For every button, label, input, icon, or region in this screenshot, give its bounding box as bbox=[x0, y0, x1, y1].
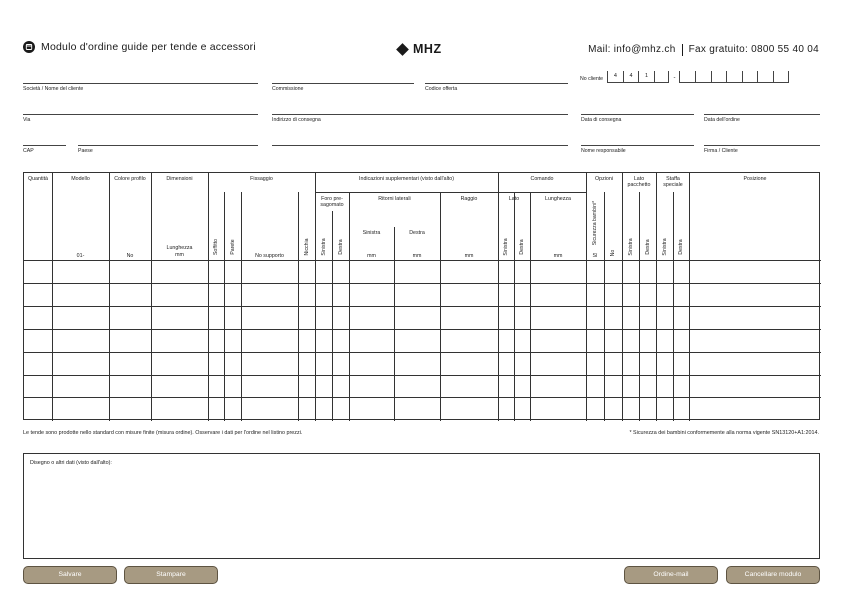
colore-no: No bbox=[126, 253, 134, 259]
delivery-address-field-2[interactable] bbox=[272, 145, 568, 148]
col-divider bbox=[208, 173, 209, 421]
col-divider bbox=[298, 192, 299, 421]
customer-number-ext[interactable] bbox=[695, 71, 711, 83]
customer-number-ext[interactable] bbox=[679, 71, 695, 83]
col-posizione: Posizione bbox=[743, 176, 767, 182]
col-divider bbox=[639, 192, 640, 421]
col-divider bbox=[224, 192, 225, 421]
delivery-date-field[interactable]: Data di consegna bbox=[581, 114, 694, 123]
no-supporto: No supporto bbox=[255, 253, 284, 259]
responsible-field[interactable]: Nome responsabile bbox=[581, 145, 694, 154]
col-foro: Foro pre-sagomato bbox=[320, 196, 344, 209]
col-divider bbox=[689, 173, 690, 421]
customer-number-dash: - bbox=[673, 75, 676, 81]
col-fissaggio: Fissaggio bbox=[250, 176, 273, 182]
contact-info bbox=[588, 44, 819, 56]
lato-destra: Destra bbox=[519, 239, 525, 255]
col-divider bbox=[52, 173, 53, 421]
drawing-area[interactable] bbox=[23, 453, 820, 559]
logo bbox=[398, 42, 442, 56]
order-date-field[interactable]: Data dell'ordine bbox=[704, 114, 820, 123]
zip-field[interactable]: CAP bbox=[23, 145, 66, 154]
drawing-label: Disegno o altri dati (visto dall'alto): bbox=[30, 460, 112, 466]
safety-footnote: * Sicurezza dei bambini conformemente alla norma vigente SN13120+A1:2014. bbox=[629, 430, 819, 436]
opzione-no: No bbox=[610, 249, 616, 257]
sicurezza-bambini: Sicurezza bambini* bbox=[592, 200, 598, 246]
col-divider bbox=[349, 192, 350, 421]
print-button[interactable]: Stampare bbox=[124, 566, 218, 584]
col-divider bbox=[440, 192, 441, 421]
order-mail-button[interactable]: Ordine-mail bbox=[624, 566, 718, 584]
customer-number-ext[interactable] bbox=[773, 71, 789, 83]
col-quantita: Quantità bbox=[27, 176, 49, 182]
col-raggio: Raggio bbox=[460, 196, 478, 202]
customer-number-ext[interactable] bbox=[757, 71, 773, 83]
table-row[interactable] bbox=[24, 283, 821, 284]
ritorni-destra-mm: mm bbox=[412, 253, 422, 259]
commission-field[interactable]: Commissione bbox=[272, 83, 414, 92]
clear-form-button[interactable]: Cancellare modulo bbox=[726, 566, 820, 584]
order-table bbox=[23, 172, 820, 420]
col-divider bbox=[656, 173, 657, 421]
offer-code-field[interactable]: Codice offerta bbox=[425, 83, 568, 92]
col-divider bbox=[109, 173, 110, 421]
fax-text: Fax gratuito: 0800 55 40 04 bbox=[688, 44, 819, 55]
staffa-destra: Destra bbox=[678, 239, 684, 255]
col-colore: Colore profilo bbox=[114, 176, 146, 182]
model-code: 01- bbox=[76, 253, 85, 259]
street-field[interactable]: Via bbox=[23, 114, 258, 123]
customer-number-ext[interactable] bbox=[711, 71, 727, 83]
col-staffa: Staffa speciale bbox=[663, 176, 683, 189]
customer-number-digit[interactable]: 4 bbox=[623, 71, 639, 83]
customer-number bbox=[580, 71, 789, 83]
mail-text: Mail: info@mhz.ch bbox=[588, 44, 676, 55]
fissaggio-soffitto: Soffitto bbox=[213, 238, 219, 256]
customer-number-label: No cliente bbox=[580, 76, 604, 82]
delivery-address-field[interactable]: Indirizzo di consegna bbox=[272, 114, 568, 123]
save-button[interactable]: Salvare bbox=[23, 566, 117, 584]
logo-text: MHZ bbox=[413, 42, 442, 56]
table-row[interactable] bbox=[24, 329, 821, 330]
col-lato: Lato bbox=[508, 196, 520, 202]
contact-divider bbox=[682, 44, 683, 56]
col-modello: Modello bbox=[71, 176, 90, 182]
pacchetto-sinistra: Sinistra bbox=[627, 238, 634, 256]
col-opzioni: Opzioni bbox=[595, 176, 613, 182]
foro-sinistra: Sinistra bbox=[320, 238, 327, 256]
city-field[interactable]: Paese bbox=[78, 145, 258, 154]
col-divider bbox=[241, 192, 242, 421]
pacchetto-destra: Destra bbox=[644, 239, 651, 255]
company-field[interactable]: Società / Nome del cliente bbox=[23, 83, 258, 92]
col-divider bbox=[498, 173, 499, 421]
col-divider bbox=[151, 173, 152, 421]
col-divider bbox=[332, 211, 333, 421]
col-ritorni-sinistra: Sinistra bbox=[362, 230, 381, 236]
raggio-mm: mm bbox=[464, 253, 474, 259]
col-divider bbox=[622, 173, 623, 421]
col-divider bbox=[673, 192, 674, 421]
logo-diamond-icon bbox=[396, 43, 409, 56]
dim-lunghezza: Lunghezza bbox=[166, 245, 193, 251]
opzione-si: Sì bbox=[592, 253, 598, 259]
page-title bbox=[23, 41, 256, 53]
customer-number-digit[interactable]: 4 bbox=[607, 71, 623, 83]
col-divider bbox=[514, 192, 515, 421]
customer-number-digit[interactable]: 1 bbox=[638, 71, 654, 83]
col-ritorni-destra: Destra bbox=[409, 230, 425, 236]
lato-sinistra: Sinistra bbox=[503, 238, 509, 256]
col-divider bbox=[315, 173, 316, 421]
signature-field[interactable]: Firma / Cliente bbox=[704, 145, 820, 154]
customer-number-digit[interactable] bbox=[654, 71, 670, 83]
staffa-sinistra: Sinistra bbox=[661, 238, 668, 256]
fissaggio-nicchia: Nicchia bbox=[303, 238, 310, 256]
standard-note: Le tende sono prodotte nello standard con misure finite (misura ordine). Osservare i dati per l'ordine nel listino prezzi. bbox=[23, 430, 303, 436]
col-comando: Comando bbox=[530, 176, 554, 182]
col-indicazioni: Indicazioni supplementari (visto dall'alto) bbox=[359, 176, 454, 182]
customer-number-ext[interactable] bbox=[742, 71, 758, 83]
page-title-text: Modulo d'ordine guide per tende e accessori bbox=[41, 41, 256, 53]
header-bottom-line bbox=[24, 260, 821, 261]
table-row[interactable] bbox=[24, 375, 821, 376]
form-icon bbox=[23, 41, 35, 53]
ritorni-sinistra-mm: mm bbox=[367, 253, 376, 259]
table-row[interactable] bbox=[24, 306, 821, 307]
col-dimensioni: Dimensioni bbox=[166, 176, 193, 182]
foro-destra: Destra bbox=[337, 239, 344, 255]
table-row[interactable] bbox=[24, 352, 821, 353]
customer-number-ext[interactable] bbox=[726, 71, 742, 83]
header-divider bbox=[315, 192, 586, 193]
col-divider bbox=[586, 173, 587, 421]
col-lato-pacchetto: Lato pacchetto bbox=[627, 176, 651, 189]
col-ritorni: Ritorni laterali bbox=[378, 196, 411, 202]
lunghezza-mm: mm bbox=[553, 253, 563, 259]
fissaggio-parete: Parete bbox=[229, 239, 236, 255]
col-lunghezza: Lunghezza bbox=[545, 196, 571, 202]
table-row[interactable] bbox=[24, 397, 821, 398]
col-divider bbox=[530, 192, 531, 421]
dim-mm: mm bbox=[175, 252, 184, 258]
col-divider bbox=[604, 192, 605, 421]
